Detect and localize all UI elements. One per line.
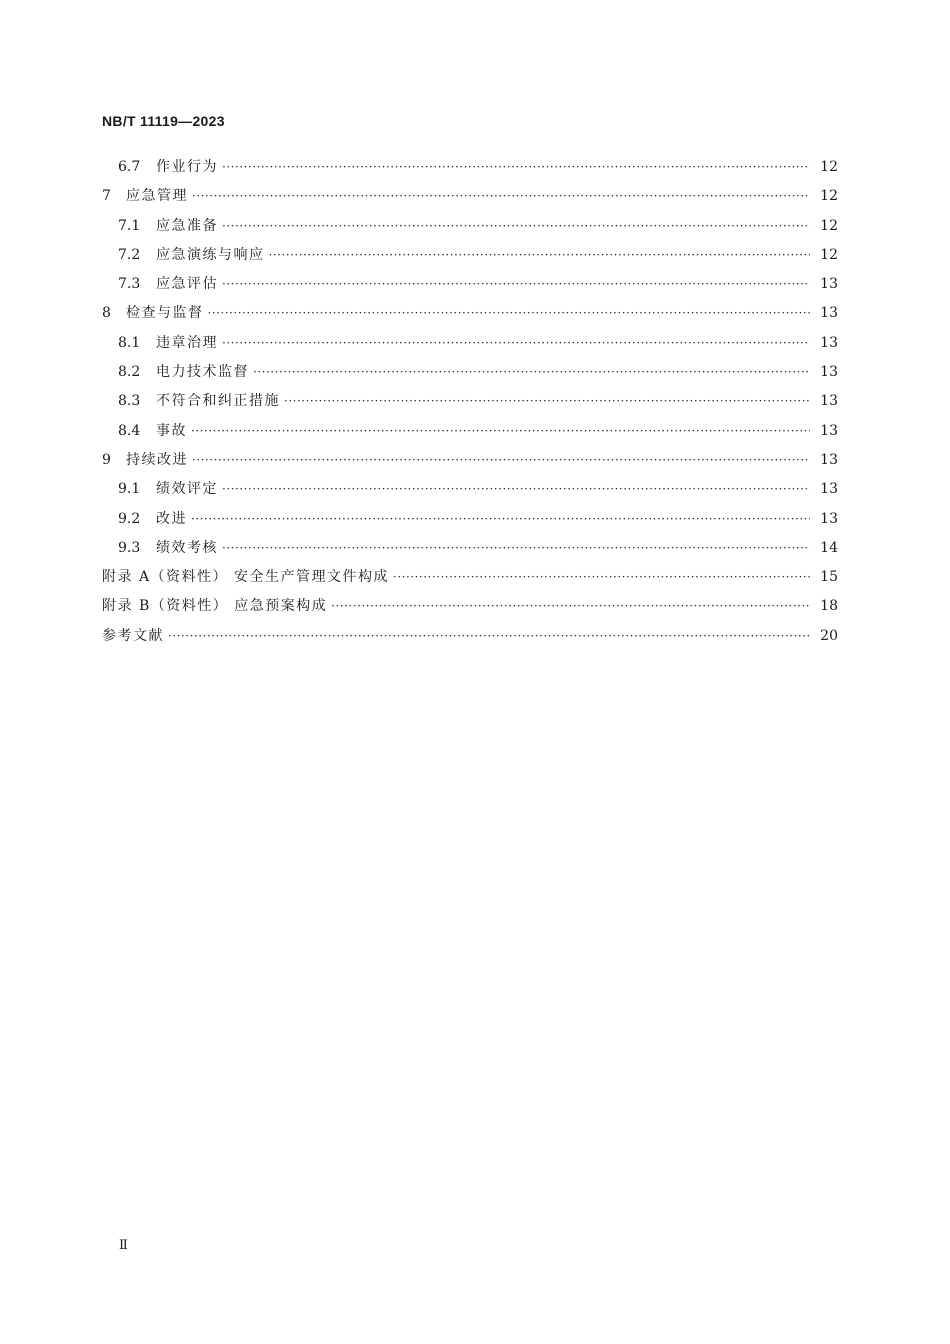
toc-leader-dots [393, 563, 810, 592]
toc-leader-dots [222, 475, 810, 504]
toc-leader-dots [222, 212, 810, 241]
toc-number: 9.2 [118, 510, 141, 527]
toc-title: 附录 B（资料性） 应急预案构成 [102, 598, 328, 615]
toc-entry[interactable] [102, 299, 838, 328]
toc-entry[interactable] [102, 534, 838, 563]
toc-entry[interactable] [102, 329, 838, 358]
toc-leader-dots [222, 153, 810, 182]
toc-page-number: 14 [820, 539, 838, 556]
toc-leader-dots [253, 358, 810, 387]
toc-number: 8 [102, 305, 111, 322]
toc-leader-dots [192, 182, 810, 211]
toc-number: 7 [102, 188, 111, 205]
toc-entry[interactable] [102, 446, 838, 475]
toc-number: 8.4 [118, 422, 141, 439]
toc-entry[interactable] [102, 505, 838, 534]
toc-number: 8.1 [118, 334, 141, 351]
toc-title: 参考文献 [102, 627, 164, 644]
toc-title: 应急管理 [126, 188, 188, 205]
toc-page-number: 13 [820, 451, 838, 468]
toc-page-number: 13 [820, 364, 838, 381]
toc-number: 9 [102, 451, 111, 468]
toc-title: 作业行为 [156, 159, 218, 175]
toc-page-number: 13 [820, 276, 838, 293]
toc-title: 不符合和纠正措施 [156, 393, 280, 410]
toc-entry[interactable] [102, 387, 838, 416]
toc-number: 9.1 [118, 481, 141, 498]
toc-title: 持续改进 [126, 451, 188, 468]
toc-number: 9.3 [118, 539, 141, 556]
toc-leader-dots [208, 299, 811, 328]
toc-leader-dots [191, 505, 810, 534]
toc-page-number: 13 [820, 393, 838, 410]
toc-title: 改进 [156, 510, 187, 527]
toc-title: 检查与监督 [126, 305, 204, 322]
toc-leader-dots [191, 417, 810, 446]
toc-page-number: 13 [820, 422, 838, 439]
toc-leader-dots [331, 592, 810, 621]
toc-entry[interactable] [102, 417, 838, 446]
toc-entry[interactable] [102, 241, 838, 270]
toc-title: 事故 [156, 422, 187, 439]
toc-leader-dots [222, 270, 810, 299]
toc-entry[interactable] [102, 358, 838, 387]
toc-number: 7.3 [118, 276, 141, 293]
toc-title: 违章治理 [156, 334, 218, 351]
toc-entry[interactable] [102, 182, 838, 211]
toc-leader-dots [269, 241, 811, 270]
toc-title: 绩效考核 [156, 539, 218, 556]
toc-entry-references[interactable] [102, 622, 838, 651]
toc-page-number: 20 [820, 627, 838, 644]
toc-number: 8.2 [118, 364, 141, 381]
toc-leader-dots [168, 622, 810, 651]
toc-leader-dots [222, 534, 810, 563]
toc-entry[interactable] [102, 153, 838, 182]
toc-number: 7.1 [118, 217, 141, 234]
toc-leader-dots [222, 329, 810, 358]
table-of-contents [102, 153, 838, 651]
toc-page-number: 13 [820, 334, 838, 351]
toc-page-number: 12 [820, 217, 838, 234]
toc-entry[interactable] [102, 270, 838, 299]
toc-title: 附录 A（资料性） 安全生产管理文件构成 [102, 569, 390, 586]
toc-number: 6.7 [118, 159, 141, 175]
toc-page-number: 13 [820, 305, 838, 322]
toc-leader-dots [284, 387, 810, 416]
toc-page-number: 18 [820, 598, 838, 615]
toc-leader-dots [192, 446, 810, 475]
toc-title: 绩效评定 [156, 481, 218, 498]
toc-title: 应急评估 [156, 276, 218, 293]
toc-page-number: 12 [820, 246, 838, 263]
toc-number: 7.2 [118, 246, 141, 263]
toc-page-number: 15 [820, 569, 838, 586]
toc-number: 8.3 [118, 393, 141, 410]
toc-entry[interactable] [102, 475, 838, 504]
toc-entry-appendix-b[interactable] [102, 592, 838, 621]
toc-page-number: 12 [820, 159, 838, 175]
toc-title: 应急准备 [156, 217, 218, 234]
toc-title: 电力技术监督 [156, 364, 249, 381]
toc-page-number: 13 [820, 481, 838, 498]
toc-page-number: 12 [820, 188, 838, 205]
toc-entry-appendix-a[interactable] [102, 563, 838, 592]
toc-page-number: 13 [820, 510, 838, 527]
page-number: Ⅱ [119, 1238, 128, 1253]
standard-code: NB/T 11119—2023 [102, 113, 225, 129]
toc-entry[interactable] [102, 212, 838, 241]
toc-title: 应急演练与响应 [156, 246, 265, 263]
